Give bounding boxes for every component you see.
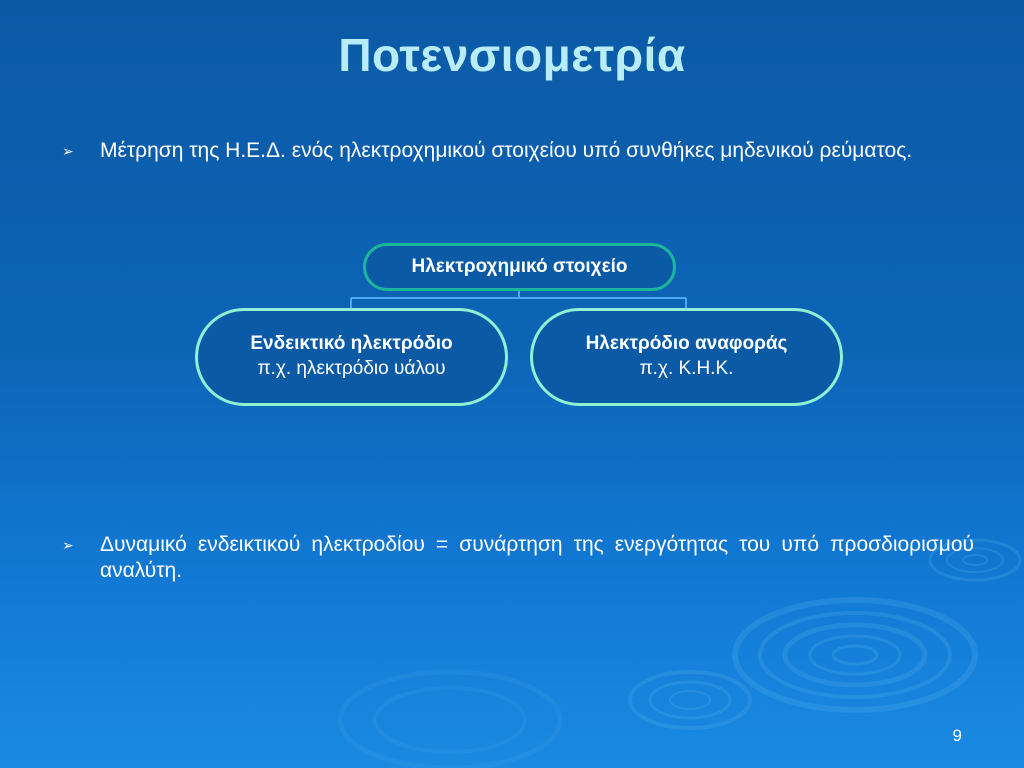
bullet-text: Δυναμικό ενδεικτικού ηλεκτροδίου = συνάρτηση της ενεργότητας του υπό προσδιορισμού αναλύτη.: [100, 533, 974, 582]
page-number: 9: [952, 726, 962, 745]
bullet-item: [62, 138, 974, 164]
diagram-child-node-reference: [530, 308, 843, 406]
bullet-item: [62, 532, 974, 584]
slide-title: Ποτενσιομετρία: [338, 29, 686, 81]
arrow-bullet-icon: ➢: [62, 537, 74, 553]
node-title: Ενδεικτικό ηλεκτρόδιο: [250, 333, 453, 354]
diagram-root-node: Ηλεκτροχημικό στοιχείο: [363, 243, 676, 291]
bullet-text: Μέτρηση της Η.Ε.Δ. ενός ηλεκτροχημικού στοιχείου υπό συνθήκες μηδενικού ρεύματος.: [100, 139, 913, 162]
node-subtitle: π.χ. ηλεκτρόδιο υάλου: [257, 358, 446, 379]
arrow-bullet-icon: ➢: [62, 143, 74, 159]
node-subtitle: π.χ. Κ.Η.Κ.: [639, 358, 734, 379]
node-title: Ηλεκτρόδιο αναφοράς: [585, 333, 788, 354]
diagram-child-node-indicator: [195, 308, 508, 406]
